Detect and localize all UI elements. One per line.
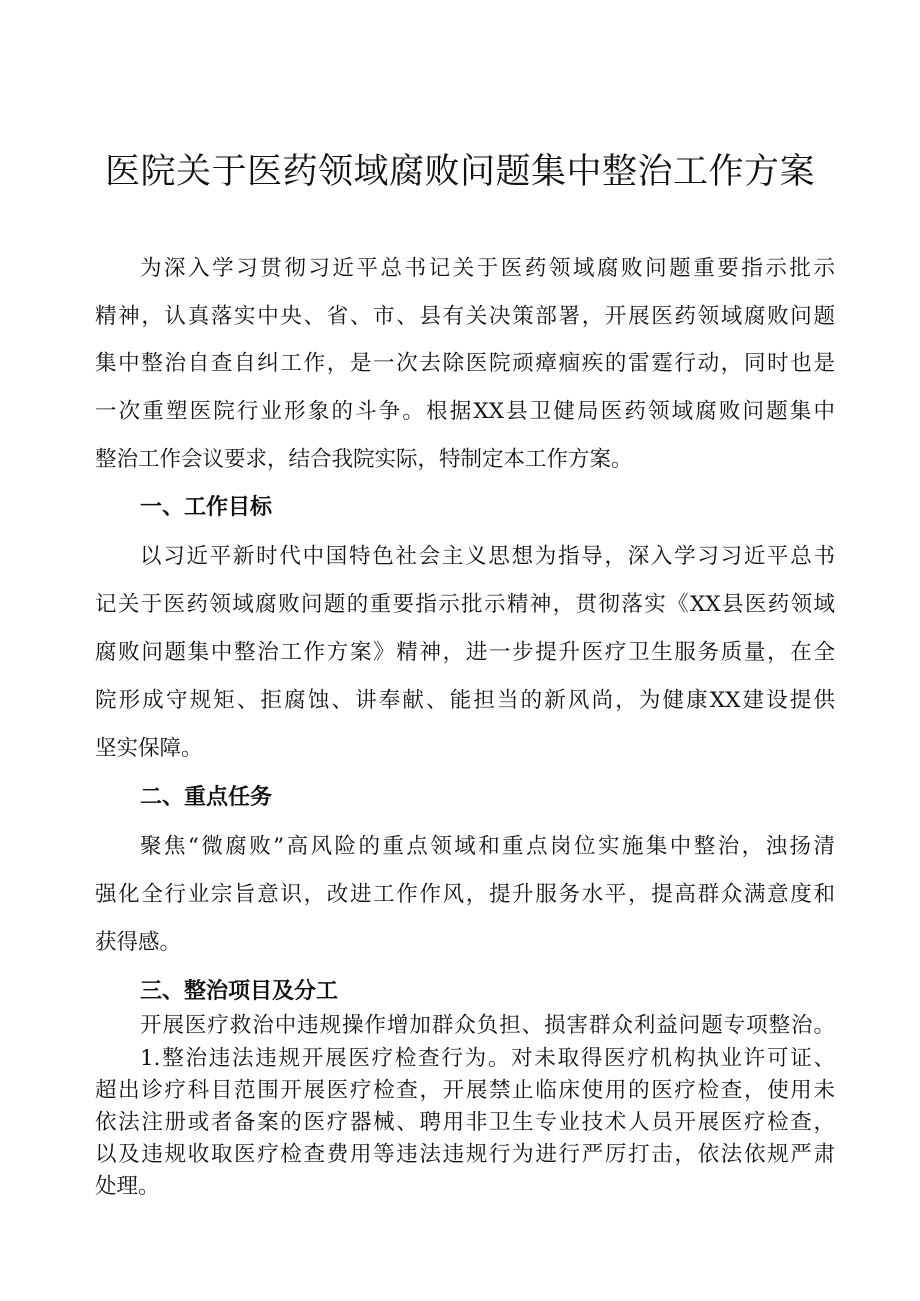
section1-line: 腐败问题集中整治工作方案》精神，进一步提升医疗卫生服务质量，在全 bbox=[95, 640, 835, 665]
section1-line: 院形成守规矩、拒腐蚀、讲奉献、能担当的新风尚，为健康XX建设提供 bbox=[95, 688, 835, 713]
section1-line: 以习近平新时代中国特色社会主义思想为指导，深入学习习近平总书 bbox=[140, 544, 835, 569]
section3-line: 开展医疗救治中违规操作增加群众负担、损害群众利益问题专项整治。 bbox=[140, 1013, 835, 1038]
section3-line: 1.整治违法违规开展医疗检查行为。对未取得医疗机构执业许可证、 bbox=[140, 1046, 835, 1071]
section-heading-projects: 三、整治项目及分工 bbox=[140, 979, 339, 1004]
section3-line: 处理。 bbox=[95, 1174, 160, 1199]
intro-line: 精神，认真落实中央、省、市、县有关决策部署，开展医药领域腐败问题 bbox=[95, 304, 835, 329]
section2-line: 获得感。 bbox=[95, 930, 182, 955]
intro-line: 整治工作会议要求，结合我院实际，特制定本工作方案。 bbox=[95, 447, 633, 472]
section3-line: 以及违规收取医疗检查费用等违法违规行为进行严厉打击，依法依规严肃 bbox=[95, 1142, 835, 1167]
intro-line: 集中整治自查自纠工作，是一次去除医院顽瘴痼疾的雷霆行动，同时也是 bbox=[95, 351, 835, 376]
section2-line: 强化全行业宗旨意识，改进工作作风，提升服务水平，提高群众满意度和 bbox=[95, 882, 835, 907]
section1-line: 坚实保障。 bbox=[95, 736, 203, 761]
section3-line: 超出诊疗科目范围开展医疗检查，开展禁止临床使用的医疗检查，使用未 bbox=[95, 1078, 835, 1103]
document-title: 医院关于医药领域腐败问题集中整治工作方案 bbox=[104, 152, 815, 192]
section2-line: 聚焦“微腐败”高风险的重点领域和重点岗位实施集中整治，浊扬清 bbox=[140, 834, 835, 859]
intro-line: 为深入学习贯彻习近平总书记关于医药领域腐败问题重要指示批示 bbox=[140, 256, 835, 281]
section1-line: 记关于医药领域腐败问题的重要指示批示精神，贯彻落实《XX县医药领域 bbox=[95, 592, 835, 617]
section-heading-tasks: 二、重点任务 bbox=[140, 785, 273, 810]
section3-line: 依法注册或者备案的医疗器械、聘用非卫生专业技术人员开展医疗检查， bbox=[95, 1110, 835, 1135]
section-heading-goals: 一、工作目标 bbox=[140, 495, 273, 520]
intro-line: 一次重塑医院行业形象的斗争。根据XX县卫健局医药领域腐败问题集中 bbox=[95, 399, 835, 424]
